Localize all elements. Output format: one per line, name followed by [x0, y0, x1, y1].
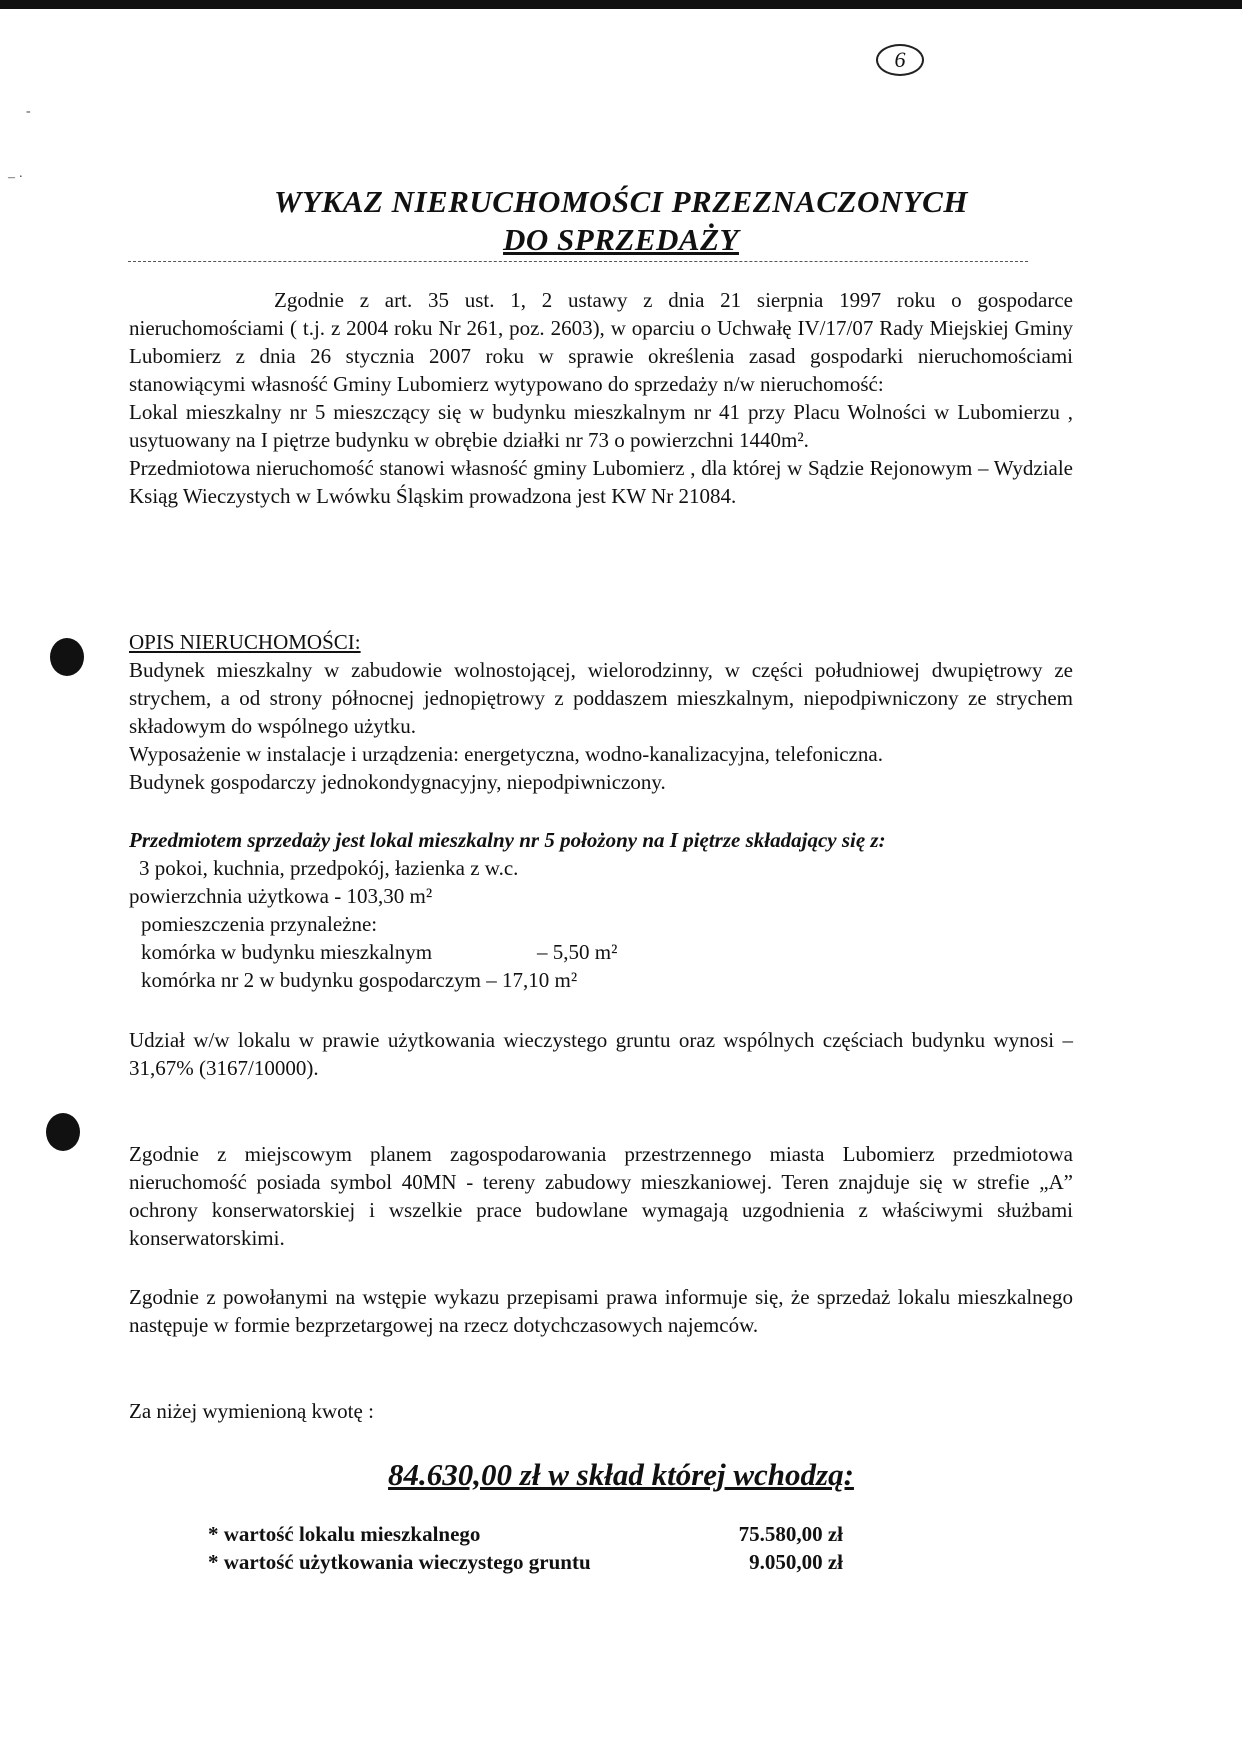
cost-row-1: [208, 1522, 843, 1547]
property-location-paragraph: Lokal mieszkalny nr 5 mieszczący się w budynku mieszkalnym nr 41 przy Placu Wolności w Lubomierzu , usytuowany na I piętrze budynku w obrębie działki nr 73 o powierzchni 1440m².: [129, 400, 1073, 452]
document-title-line1: WYKAZ NIERUCHOMOŚCI PRZEZNACZONYCH: [274, 184, 968, 219]
zoning-paragraph: Zgodnie z miejscowym planem zagospodarowania przestrzennego miasta Lubomierz przedmiotowa nieruchomość posiada symbol 40MN - tereny zabudowy mieszkaniowej. Teren znajduje się w strefie „A” ochrony konserwatorskiej i wszelkie prace budowlane wymagają uzgodnienia z właściwymi służbami konserwatorskimi.: [129, 1142, 1073, 1250]
title-rule: [128, 261, 1028, 262]
description-section: [129, 628, 1073, 796]
cost-row-2: [208, 1550, 843, 1575]
total-price-line: 84.630,00 zł w skład której wchodzą:: [388, 1457, 854, 1492]
utilities-description: Wyposażenie w instalacje i urządzenia: energetyczna, wodno-kanalizacyjna, telefoniczna.: [129, 742, 883, 766]
description-heading: OPIS NIERUCHOMOŚCI:: [129, 630, 361, 654]
premise-1-value: – 5,50 m²: [537, 940, 618, 964]
legal-basis-paragraph: Zgodnie z art. 35 ust. 1, 2 ustawy z dnia 21 sierpnia 1997 roku o gospodarce nieruchomościami ( t.j. z 2004 roku Nr 261, poz. 2603), w oparciu o Uchwałę IV/17/07 Rady Miejskiej Gminy Lubomierz z dnia 26 stycznia 2007 roku w sprawie określenia zasad gospodarki nieruchomościami stanowiącymi własność Gminy Lubomierz wytypowano do sprzedaży n/w nieruchomość:: [129, 288, 1073, 396]
margin-mark: – ·: [8, 170, 24, 185]
premise-1-label: komórka w budynku mieszkalnym: [141, 940, 433, 964]
intro-section: [129, 286, 1073, 510]
premise-line-2: komórka nr 2 w budynku gospodarczym – 17,10 m²: [141, 968, 578, 992]
cost-value: 75.580,00 zł: [738, 1522, 843, 1546]
margin-mark: -: [26, 104, 31, 119]
rooms-line: 3 pokoi, kuchnia, przedpokój, łazienka z w.c.: [139, 856, 519, 880]
hole-punch-dot: [50, 638, 84, 676]
cost-label: * wartość użytkowania wieczystego gruntu: [208, 1550, 591, 1574]
building-description: Budynek mieszkalny w zabudowie wolnostojącej, wielorodzinny, w części południowej dwupiętrowy ze strychem, a od strony północnej jednopiętrowy z poddaszem mieszkalnym, niepodpiwniczony ze strychem składowym do wspólnego użytku.: [129, 658, 1073, 738]
document-title-line2: DO SPRZEDAŻY: [503, 222, 739, 257]
page-number-mark: 6: [876, 44, 924, 76]
scan-top-border: [0, 0, 1242, 9]
hole-punch-dot: [46, 1113, 80, 1151]
share-paragraph: Udział w/w lokalu w prawie użytkowania wieczystego gruntu oraz wspólnych częściach budynku wynosi – 31,67% (3167/10000).: [129, 1028, 1073, 1080]
usable-area-line: powierzchnia użytkowa - 103,30 m²: [129, 884, 433, 908]
premise-line-1: [129, 938, 1073, 966]
sale-form-paragraph: Zgodnie z powołanymi na wstępie wykazu przepisami prawa informuje się, że sprzedaż lokalu mieszkalnego następuje w formie bezprzetargowej na rzecz dotychczasowych najemców.: [129, 1285, 1073, 1337]
premises-heading: pomieszczenia przynależne:: [141, 912, 378, 936]
amount-intro: Za niżej wymienioną kwotę :: [129, 1399, 374, 1423]
ownership-paragraph: Przedmiotowa nieruchomość stanowi własność gminy Lubomierz , dla której w Sądzie Rejonowym – Wydziale Ksiąg Wieczystych w Lwówku Śląskim prowadzona jest KW Nr 21084.: [129, 456, 1073, 508]
cost-label: * wartość lokalu mieszkalnego: [208, 1522, 481, 1546]
sale-subject-section: [129, 826, 1073, 994]
outbuilding-description: Budynek gospodarczy jednokondygnacyjny, niepodpiwniczony.: [129, 770, 666, 794]
sale-subject-heading: Przedmiotem sprzedaży jest lokal mieszkalny nr 5 położony na I piętrze składający się z:: [129, 828, 886, 852]
cost-value: 9.050,00 zł: [749, 1550, 843, 1574]
